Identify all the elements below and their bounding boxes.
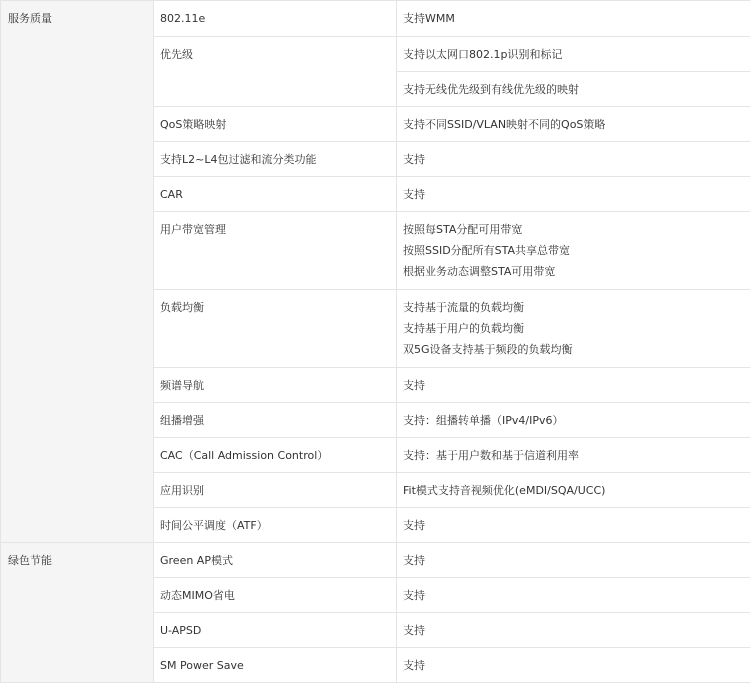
feature-cell xyxy=(154,648,397,683)
feature-label: 支持L2~L4包过滤和流分类功能 xyxy=(160,153,317,166)
feature-cell xyxy=(154,37,397,107)
feature-cell xyxy=(154,508,397,543)
value-cell xyxy=(397,107,750,142)
table-row xyxy=(1,1,750,37)
feature-cell xyxy=(154,290,397,368)
feature-label: CAR xyxy=(160,188,183,201)
value-text: 支持 xyxy=(403,153,425,166)
feature-label: 优先级 xyxy=(160,48,193,61)
value-text: 支持 xyxy=(403,554,425,567)
feature-label: 动态MIMO省电 xyxy=(160,589,235,602)
feature-label: 负载均衡 xyxy=(160,301,204,314)
value-text: Fit模式支持音视频优化(eMDI/SQA/UCC) xyxy=(403,484,606,497)
table-row xyxy=(1,543,750,578)
feature-label: SM Power Save xyxy=(160,659,244,672)
value-text: 按照每STA分配可用带宽 xyxy=(403,223,523,236)
value-cell xyxy=(397,290,750,368)
value-cell xyxy=(397,543,750,578)
value-cell xyxy=(397,37,750,72)
value-text: 双5G设备支持基于频段的负载均衡 xyxy=(403,343,573,356)
category-label: 服务质量 xyxy=(8,12,52,25)
value-text: 支持 xyxy=(403,624,425,637)
value-cell xyxy=(397,142,750,177)
feature-cell xyxy=(154,613,397,648)
value-cell xyxy=(397,1,750,37)
category-cell xyxy=(1,1,154,543)
value-text: 支持 xyxy=(403,659,425,672)
feature-label: 组播增强 xyxy=(160,414,204,427)
value-text: 支持WMM xyxy=(403,12,455,25)
value-text: 按照SSID分配所有STA共享总带宽 xyxy=(403,244,571,257)
value-cell xyxy=(397,578,750,613)
feature-cell xyxy=(154,438,397,473)
value-text: 支持 xyxy=(403,589,425,602)
value-text: 支持无线优先级到有线优先级的映射 xyxy=(403,83,579,96)
value-text: 支持：基于用户数和基于信道利用率 xyxy=(403,449,579,462)
feature-cell xyxy=(154,142,397,177)
feature-label: QoS策略映射 xyxy=(160,118,227,131)
feature-cell xyxy=(154,1,397,37)
category-label: 绿色节能 xyxy=(8,554,52,567)
feature-cell xyxy=(154,578,397,613)
category-cell xyxy=(1,543,154,683)
feature-label: 频谱导航 xyxy=(160,379,204,392)
feature-label: 应用识别 xyxy=(160,484,204,497)
feature-cell xyxy=(154,543,397,578)
feature-cell xyxy=(154,473,397,508)
feature-label: 用户带宽管理 xyxy=(160,223,226,236)
feature-label: 802.11e xyxy=(160,12,206,25)
value-text: 支持不同SSID/VLAN映射不同的QoS策略 xyxy=(403,118,606,131)
feature-cell xyxy=(154,403,397,438)
value-cell xyxy=(397,508,750,543)
value-text: 根据业务动态调整STA可用带宽 xyxy=(403,265,556,278)
value-text: 支持基于流量的负载均衡 xyxy=(403,301,524,314)
value-text: 支持：组播转单播（IPv4/IPv6） xyxy=(403,414,564,427)
feature-cell xyxy=(154,368,397,403)
feature-cell xyxy=(154,107,397,142)
value-text: 支持以太网口802.1p识别和标记 xyxy=(403,48,563,61)
value-cell xyxy=(397,212,750,290)
value-cell xyxy=(397,368,750,403)
feature-label: CAC（Call Admission Control） xyxy=(160,449,329,462)
value-cell xyxy=(397,473,750,508)
value-cell xyxy=(397,438,750,473)
feature-cell xyxy=(154,177,397,212)
value-cell xyxy=(397,72,750,107)
value-text: 支持 xyxy=(403,379,425,392)
value-cell xyxy=(397,648,750,683)
feature-cell xyxy=(154,212,397,290)
value-cell xyxy=(397,613,750,648)
value-text: 支持 xyxy=(403,519,425,532)
value-cell xyxy=(397,403,750,438)
feature-label: 时间公平调度（ATF） xyxy=(160,519,268,532)
feature-label: U-APSD xyxy=(160,624,202,637)
value-text: 支持 xyxy=(403,188,425,201)
value-text: 支持基于用户的负载均衡 xyxy=(403,322,524,335)
value-cell xyxy=(397,177,750,212)
feature-label: Green AP模式 xyxy=(160,554,233,567)
